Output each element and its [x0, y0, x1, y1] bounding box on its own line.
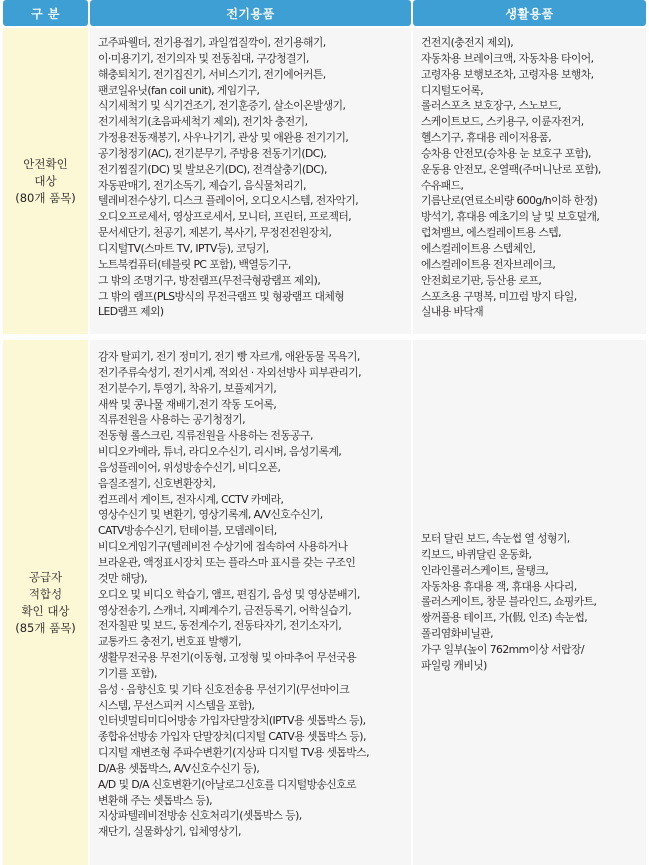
list-line: 수유패드, [421, 178, 464, 192]
list-line: 전기세척기(초음파세척기 제외), 전기차 충전기, [98, 115, 308, 129]
category-supplier-conformity [3, 340, 88, 865]
category-label: 안전확인 대상 (80개 품목) [15, 156, 76, 205]
list-line: 이·미용기기, 전기의자 및 전동침대, 구강청결기, [98, 51, 309, 65]
list-line: 비디오카메라, 튜너, 라디오수신기, 리시버, 음성기록계, [98, 445, 342, 459]
list-line: 자동차용 휴대용 잭, 휴대용 사다리, [421, 579, 577, 593]
electrical-safety-list [90, 28, 411, 334]
list-line: 안전회로기판, 등산용 로프, [421, 273, 542, 287]
list-line: 스케이트보드, 스키용구, 이륜자전거, [421, 115, 584, 129]
list-line: 그 밖의 램프(PLS방식의 무전극램프 및 형광램프 대체형 [98, 289, 345, 303]
header-electrical: 전기용품 [90, 0, 411, 26]
list-line: 영상수신기 및 변환기, 영상기록계, A/V신호수신기, [98, 508, 323, 522]
list-line: 전기분수기, 투영기, 착유기, 보풀제거기, [98, 381, 277, 395]
list-line: 럽쳐밸브, 에스컬레이트용 스텝, [421, 226, 561, 240]
list-line: 재단기, 실물화상기, 입체영상기, [98, 825, 241, 839]
list-line: 디지털 재변조형 주파수변환기(지상파 디지털 TV용 셋톱박스, [98, 746, 369, 760]
list-line: 음성플레이어, 위성방송수신기, 비디오폰, [98, 460, 281, 474]
list-line: 고주파웰더, 전기용접기, 과일껍질깍이, 전기용해기, [98, 36, 326, 49]
household-safety-list [413, 28, 646, 334]
list-line: 직류전원을 사용하는 공기청정기, [98, 413, 245, 427]
list-line: 해충퇴치기, 전기집진기, 서비스기기, 전기에어커튼, [98, 67, 326, 81]
list-line: D/A용 셋톱박스, A/V신호수신기 등), [98, 761, 260, 775]
list-line: 기름난로(연료소비량 600g/h이하 한정) [421, 194, 598, 208]
list-line: 디지털도어록, [421, 83, 484, 97]
list-line: 감자 탈피기, 전기 정미기, 전기 빵 자르개, 애완동물 목욕기, [98, 350, 360, 363]
list-line: 가구 일부(높이 762mm이상 서랍장/ [421, 642, 584, 656]
list-line: 실내용 바닥재 [421, 305, 484, 319]
list-line: 시스템, 무선스피커 시스템을 포함), [98, 698, 255, 712]
list-line: 그 밖의 조명기구, 방전램프(무전극형광램프 제외), [98, 273, 321, 287]
list-line: 전기찜질기(DC) 및 발보온기(DC), 전격살충기(DC), [98, 162, 327, 176]
list-line: 공기청정기(AC), 전기분무기, 주방용 전동기기(DC), [98, 146, 327, 160]
list-line: 문서세단기, 천공기, 제본기, 복사기, 무정전전원장치, [98, 226, 332, 240]
list-line: 모터 달린 보드, 속눈썹 열 성형기, [421, 532, 570, 545]
list-line: 식기세척기 및 식기건조기, 전기훈증기, 살소이온발생기, [98, 99, 346, 113]
list-line: 비디오게임기구(텔레비전 수상기에 접속하여 사용하거나 [98, 540, 348, 554]
list-line: 전기주류숙성기, 전기시계, 적외선 · 자외선방사 피부관리기, [98, 365, 362, 379]
list-line: 음질조절기, 신호변환장치, [98, 476, 216, 490]
household-conformity-list [413, 340, 646, 865]
list-line: 영상전송기, 스캐너, 지폐계수기, 금전등록기, 어학실습기, [98, 603, 352, 617]
list-line: 기기를 포함), [98, 666, 157, 680]
list-line: 킥보드, 바퀴달린 운동화, [421, 547, 532, 561]
list-line: 가정용전동재봉기, 사우나기기, 관상 및 애완용 전기기기, [98, 131, 349, 145]
list-line: 헬스기구, 휴대용 레이저용품, [421, 131, 552, 145]
list-line: 디지털TV(스마트 TV, IPTV등), 코딩기, [98, 241, 269, 255]
list-line: 것만 해당), [98, 571, 147, 585]
list-line: 음성 · 음향신호 및 기타 신호전송용 무선기기(무선마이크 [98, 682, 350, 696]
header-household: 생활용품 [413, 0, 646, 26]
list-line: 롤러스케이트, 창문 블라인드, 쇼핑카트, [421, 595, 597, 609]
list-line: 승차용 안전모(승차용 눈 보호구 포함), [421, 146, 591, 160]
category-label: 공급자 적합성 확인 대상 (85개 품목) [15, 569, 76, 635]
list-line: 롤러스포츠 보호장구, 스노보드, [421, 99, 561, 113]
category-safety-check [3, 28, 88, 334]
list-line: 전자칠판 및 보드, 동전계수기, 전동타자기, 전기소자기, [98, 619, 342, 633]
list-line: 인라인롤러스케이트, 물탱크, [421, 563, 549, 577]
list-line: 방석기, 휴대용 예초기의 날 및 보호덮개, [421, 210, 600, 224]
list-line: 오디오 및 비디오 학습기, 앰프, 편집기, 음성 및 영상분배기, [98, 587, 360, 601]
list-line: 컴프레서 게이트, 전자시계, CCTV 카메라, [98, 492, 284, 506]
list-line: 브라운관, 액정표시장치 또는 플라스마 표시를 갖는 구조인 [98, 555, 356, 569]
header-category: 구 분 [3, 0, 88, 26]
list-line: 종합유선방송 가입자 단말장치(디지털 CATV용 셋톱박스 등), [98, 730, 366, 744]
list-line: 건전지(충전지 제외), [421, 36, 514, 49]
list-line: 에스컬레이트용 스텝체인, [421, 241, 536, 255]
list-line: CATV방송수신기, 턴테이블, 모뎀레이터, [98, 524, 277, 538]
list-line: 스포츠용 구명복, 미끄럼 방지 타일, [421, 289, 577, 303]
list-line: 고령자용 보행보조차, 고령자용 보행차, [421, 67, 594, 81]
list-line: 오디오프로세서, 영상프로세서, 모니터, 프린터, 프로젝터, [98, 210, 352, 224]
list-line: A/D 및 D/A 신호변환기(아날로그신호를 디지털방송신호로 [98, 777, 357, 791]
list-line: 텔레비전수상기, 디스크 플레이어, 오디오시스템, 전자악기, [98, 194, 359, 208]
list-line: 변환해 주는 셋톱박스 등), [98, 793, 212, 807]
list-line: 자동차용 브레이크액, 자동차용 타이어, [421, 51, 594, 65]
list-line: 인터넷멀티미디어방송 가입자단말장치(IPTV용 셋톱박스 등), [98, 714, 366, 728]
electrical-conformity-list [90, 340, 411, 865]
list-line: 파일링 캐비닛) [421, 658, 487, 672]
list-line: 노트북컴퓨터(테블릿 PC 포함), 백열등기구, [98, 257, 291, 271]
list-line: 생활무전국용 무전기(이동형, 고정형 및 아마추어 무선국용 [98, 651, 357, 665]
list-line: 교통카드 충전기, 번호표 발행기, [98, 635, 241, 649]
list-line: 쌍꺼풀용 테이프, 가(假, 인조) 속눈썹, [421, 611, 588, 625]
list-line: LED램프 제외) [98, 305, 164, 319]
list-line: 운동용 안전모, 온열팩(주머니난로 포함), [421, 162, 601, 176]
list-line: 팬코일유닛(fan coil unit), 게임기구, [98, 83, 260, 97]
list-line: 지상파텔레비전방송 신호처리기(셋톱박스 등), [98, 809, 302, 823]
list-line: 자동판매기, 전기소독기, 제습기, 음식물처리기, [98, 178, 306, 192]
list-line: 에스컬레이트용 전자브레이크, [421, 257, 556, 271]
list-line: 전동형 롤스크린, 직류전원을 사용하는 전동공구, [98, 429, 313, 443]
list-line: 새싹 및 콩나물 재배기,전기 작동 도어록, [98, 397, 277, 411]
list-line: 폴리염화비닐관, [421, 627, 494, 641]
